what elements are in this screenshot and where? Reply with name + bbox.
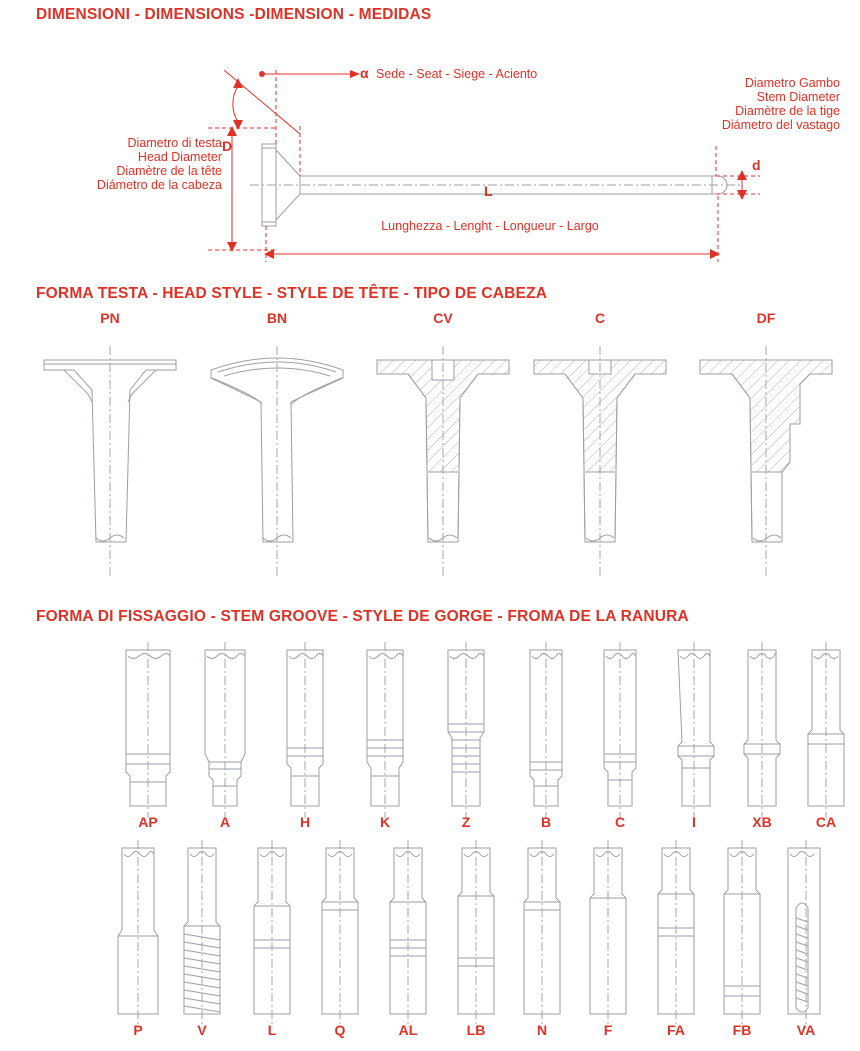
- head-diameter-symbol: D: [222, 138, 233, 154]
- head-style-code-bn: BN: [266, 310, 288, 326]
- stem-groove-code-i: I: [692, 814, 696, 830]
- stem-groove-code-ap: AP: [138, 814, 158, 830]
- stem-groove-code-al: AL: [398, 1022, 418, 1038]
- stem-groove-code-k: K: [379, 814, 391, 830]
- head-style-code-pn: PN: [100, 310, 120, 326]
- stem-groove-code-n: N: [536, 1022, 548, 1038]
- stem-diameter-line1: Diametro Gambo: [744, 76, 840, 90]
- stem-groove-row-1: [0, 636, 860, 836]
- stem-groove-code-v: V: [197, 1022, 207, 1038]
- head-style-code-cv: CV: [433, 310, 453, 326]
- stem-groove-code-q: Q: [334, 1022, 346, 1038]
- head-diameter-line2: Head Diameter: [137, 150, 222, 164]
- seat-label: Sede - Seat - Siege - Aciento: [376, 67, 538, 81]
- head-style-code-df: DF: [756, 310, 776, 326]
- stem-groove-row-2: [0, 836, 860, 1051]
- length-symbol: L: [484, 183, 493, 199]
- dimensions-diagram: [0, 26, 860, 266]
- head-diameter-line4: Diámetro de la cabeza: [96, 178, 222, 192]
- stem-groove-code-lb: LB: [466, 1022, 486, 1038]
- stem-groove-code-f: F: [603, 1022, 613, 1038]
- stem-groove-drawings-2: [0, 836, 860, 1051]
- stem-groove-code-ca: CA: [815, 814, 837, 830]
- section-title-dimensions: DIMENSIONI - DIMENSIONS -DIMENSION - MEDIDAS: [36, 6, 432, 23]
- stem-diameter-line3: Diamètre de la tige: [735, 104, 840, 118]
- stem-groove-code-xb: XB: [752, 814, 772, 830]
- section-title-stem-groove: FORMA DI FISSAGGIO - STEM GROOVE - STYLE DE GORGE - FROMA DE LA RANURA: [36, 608, 689, 625]
- stem-groove-code-b: B: [540, 814, 552, 830]
- stem-groove-drawings-1: [0, 636, 860, 836]
- stem-diameter-symbol: d: [752, 157, 761, 173]
- stem-groove-code-c: C: [614, 814, 626, 830]
- head-style-code-c: C: [594, 310, 606, 326]
- stem-diameter-line4: Diámetro del vastago: [721, 118, 840, 132]
- length-label: Lunghezza - Lenght - Longueur - Largo: [381, 219, 599, 233]
- stem-groove-code-fa: FA: [667, 1022, 685, 1038]
- stem-groove-code-a: A: [219, 814, 231, 830]
- section-title-head-style: FORMA TESTA - HEAD STYLE - STYLE DE TÊTE - TIPO DE CABEZA: [36, 285, 548, 302]
- stem-diameter-line2: Stem Diameter: [756, 90, 840, 104]
- angle-symbol: α: [360, 65, 369, 81]
- stem-groove-code-z: Z: [461, 814, 471, 830]
- head-diameter-line3: Diamètre de la tête: [116, 164, 222, 178]
- stem-groove-code-va: VA: [796, 1022, 816, 1038]
- stem-groove-code-h: H: [299, 814, 311, 830]
- stem-groove-code-p: P: [133, 1022, 143, 1038]
- stem-groove-code-l: L: [267, 1022, 277, 1038]
- head-style-drawings: [0, 312, 860, 592]
- stem-groove-code-fb: FB: [732, 1022, 752, 1038]
- head-style-row: [0, 312, 860, 592]
- head-diameter-line1: Diametro di testa: [127, 136, 222, 150]
